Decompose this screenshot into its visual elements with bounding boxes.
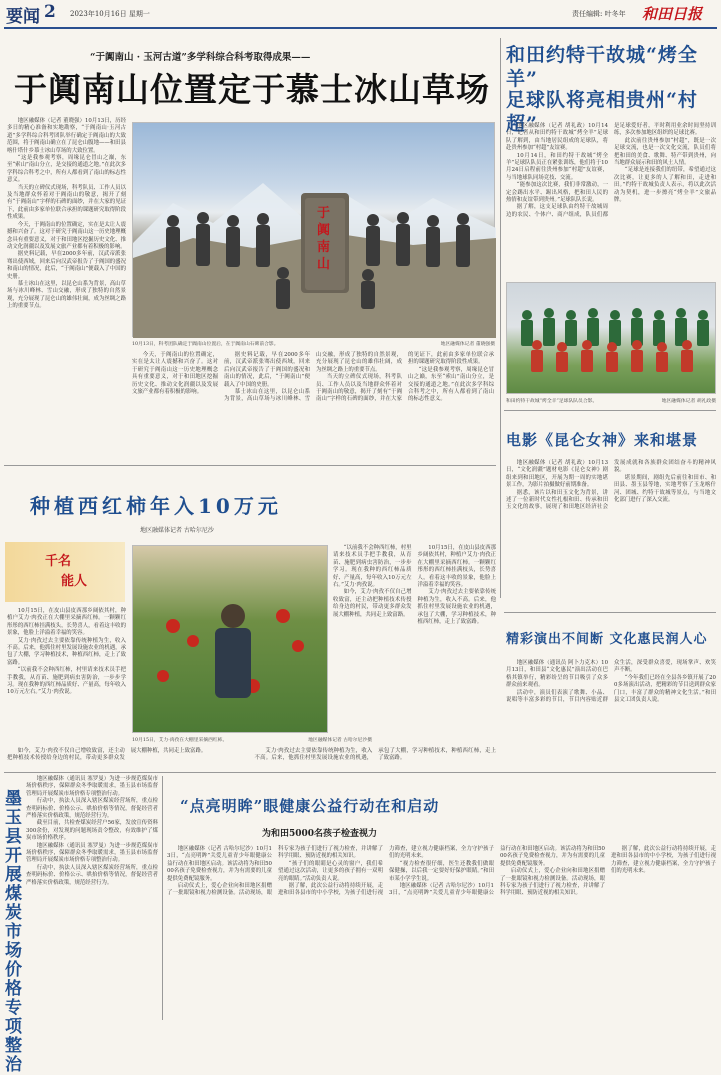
article5-paragraph: 活动中，演员们表演了歌舞、小品、说唱等丰富多彩的节目，节目内容贴近群众生活，深受群众喜爱，现场掌声、欢笑声不断。 — [506, 660, 716, 704]
article1-paragraph: “这是我参观考察，周缘昆仑冒山之巅，东至“索山”南山分立，是交接的通道之地。”在此次多学科综合科考之中，所有人都看到了南山的标志性意义。 — [7, 155, 126, 184]
article1-paragraph: 地区融媒体（记者 董晓强）10月13日，历经多日的精心准备和实地勘察，“于阗南山·玉河古道”多学科综合科考团队举行确定于阗南山的大致范围，将于阗南山确立在了昆仑山腹地——和田县喀什塔什乡慕士冰山草场的大致位置。 — [7, 118, 126, 154]
article1-paragraph: 慕士冰山在这里，以昆仑山系为背景，高山草场与冰川峰林、雪山交融，形成了独特的自然景观，充分展现了昆仑山的雄伟壮阔，成为丝绸之路上的重要节点。 — [224, 352, 402, 403]
stone-inscription: 于阗南山 — [317, 206, 331, 272]
article6-paragraph: 行动中，执法人员深入辖区煤炭经营场所，重点检查明码标价、价格公示、哄抬价格等情况，督促经营者严格落实价格政策，规范经营行为。 — [26, 798, 158, 820]
article7-paragraph: 据了解，此次公益行动将持续开展，走进和田各县市的中小学校，为孩子们进行视力筛查，建立视力健康档案，全力守护孩子们的光明未来。 — [611, 846, 716, 875]
article2-photo-caption — [506, 397, 716, 405]
section-name: 要闻 — [6, 7, 40, 27]
article1-photo — [132, 122, 495, 337]
article2-paragraph: “足球是连接我们的纽带，希望通过这次比赛，让更多的人了解和田，走进和田。”约特干故城负责人表示，将以此次活动为契机，进一步擦亮“烤全羊”文旅品牌。 — [614, 167, 716, 204]
article5-paragraph: 地区融媒体（通讯员 阿卜力克木）10月13日，和田县“文化惠民”演出活动在巴格其镇举行，精彩纷呈的节目吸引了众多群众前来观看。 — [506, 660, 608, 689]
article7-paragraph: 地区融媒体（记者 古哈尔尼沙）10月13日，“点亮明眸”关爱儿童青少年眼健康公益行动在和田地区启动。该活动将为和田5000名孩子免费检查视力，并为有需要的儿童提供免费配镜服务。 — [167, 846, 272, 882]
article5-title: 精彩演出不间断 文化惠民润人心 — [506, 632, 708, 647]
divider — [162, 776, 163, 1020]
article2-paragraph: “能参加这次比赛，我们非常激动，一定会踢出水平、踢出风格，把和田人民的热情和友谊带到贵州。”足球队队长说。 — [506, 182, 608, 204]
article1-lead — [7, 118, 126, 458]
article3-body-left — [7, 608, 126, 738]
article3-paragraph: 艾力·肉孜过去主要依靠传统种植为生，收入不高。后来，他抓住村里发展设施农业的机遇，承包了大棚，学习种植技术，种植西红柿，走上了致富路。 — [254, 748, 496, 762]
article2-paragraph: 据了解，这支足球队由约特干故城周边的农民、个体户、商户组成，队员们都是足球爱好者，平时利用业余时间坚持训练，多次参加地区组织的足球比赛。 — [506, 123, 716, 218]
article7-paragraph: “视力检查很仔细，医生还教我们做眼保健操，以后我一定要好好保护眼睛。”和田市某小学学生说。 — [389, 860, 494, 882]
article1-paragraph: 今天，于阗南山的位置确定，实在是太让人震撼和兴奋了。这对于研究于阗南山这一历史地理概念具有重要意义，对于和田地区挖掘历史文化、推动文化润疆以及发展文旅产业都有着积极的影响。 — [132, 352, 218, 396]
article6-paragraph: 截至目前，共检查煤炭经营户56家，发放宣传资料300余份，对发现的问题现场责令整改，有效维护了煤炭市场价格秩序。 — [26, 820, 158, 842]
football-team-graphic — [507, 283, 717, 395]
article4-paragraph: 堪景期间，剧组先后前往和田市、和田县、墨玉县等地，实地考察了玉龙喀什河、团城、约特干故城等景点，与当地文化部门进行了深入交流。 — [614, 474, 716, 504]
article2-photo — [506, 282, 716, 394]
paper-logo: 和田日报 — [642, 5, 703, 23]
article3-body-right — [333, 545, 496, 745]
article2-title-line2: 足球队将亮相贵州“村超” — [506, 89, 698, 135]
article4-paragraph: 据悉，该片以和田玉文化为背景，讲述了一位新时代女性扎根和田、传承和田玉文化的故事，展现了和田地区经济社会发展成就和各族群众团结奋斗的精神风貌。 — [506, 460, 716, 511]
article1-title: 于阗南山位置定于慕士冰山草场 — [14, 70, 490, 109]
divider — [500, 38, 501, 598]
article7-subtitle: 为和田5000名孩子检查视力 — [262, 829, 378, 839]
article1-paragraph: 慕士冰山在这里，以昆仑山系为背景，高山草场与冰川峰林、雪山交融，形成了独特的自然景观，充分展现了昆仑山的雄伟壮阔，成为丝绸之路上的重要节点。 — [7, 280, 126, 310]
caption-text: 10月15日，艾力·肉孜在大棚里采摘西红柿。 — [132, 738, 228, 743]
badge-line1: 千名 — [45, 554, 72, 569]
article1-paragraph: 当天的立碑仪式现场，科考队员、工作人员以及当地群众怀着对于阗南山的敬意，揭开了刻有“于阗南山”字样的石碑的面纱，并在大家的见证下，此前由多家单位联合承担的课题研究取得阶段性成果。 — [7, 184, 126, 221]
divider — [504, 612, 716, 613]
article7-paragraph: “孩子们的眼睛是心灵的窗户，我们希望通过这次活动，让更多的孩子拥有一双明亮的眼睛。”活动负责人说。 — [278, 860, 383, 882]
article7-body — [167, 846, 716, 1020]
article1-paragraph: 当天的立碑仪式现场，科考队员、工作人员以及当地群众怀着对于阗南山的敬意，揭开了刻有“于阗南山”字样的石碑的面纱，并在大家的见证下，此前由多家单位联合承担的课题研究取得阶段性成果。 — [316, 352, 494, 403]
article3-body-bottom — [7, 748, 496, 768]
divider — [4, 772, 716, 773]
article1-paragraph: 今天，于阗南山的位置确定，实在是太让人震撼和兴奋了。这对于研究于阗南山这一历史地理概念具有重要意义，对于和田地区挖掘历史文化、推动文化润疆以及发展文旅产业都有着积极的影响。 — [7, 221, 126, 250]
article3-paragraph: 10月15日，在皮山县皮西那乡阔依其村，种植户艾力·肉孜正在大棚里采摘西红柿。一颗颗红彤彤的西红柿挂满枝头，长势喜人，看着这丰收的景象，他脸上洋溢着幸福的笑容。 — [7, 608, 126, 637]
article6-paragraph: 地区融媒体（通讯员 塞罗曼）为进一步规范煤炭市场价格秩序，保障群众冬季取暖需求，墨玉县市场监督管理局开展煤炭市场价格专项整治行动。 — [26, 776, 158, 797]
article1-paragraph: “这是我参观考察，周缘昆仑冒山之巅，东至“索山”南山分立，是交接的通道之地。”在此次多学科综合科考之中，所有人都看到了南山的标志性意义。 — [408, 366, 494, 403]
article3-paragraph: 艾力·肉孜过去主要依靠传统种植为生，收入不高。后来，他抓住村里发展设施农业的机遇，承包了大棚，学习种植技术，种植西红柿，走上了致富路。 — [417, 589, 496, 626]
divider — [4, 465, 496, 466]
editor-credit: 责任编辑: 叶冬年 — [572, 10, 626, 18]
article6-paragraph: 地区融媒体（通讯员 塞罗曼）为进一步规范煤炭市场价格秩序，保障群众冬季取暖需求，墨玉县市场监督管理局开展煤炭市场价格专项整治行动。 — [26, 842, 158, 864]
article3-paragraph: 如今，艾力·肉孜不仅自己增收致富，还主动把种植技术传授给身边的村民，带动更多群众发展大棚种植，共同走上致富路。 — [7, 748, 207, 762]
caption-text: 10月13日，科考团队确定于阗南山位置后，在于阗南山石碑前合影。 — [132, 342, 279, 347]
issue-date: 2023年10月16日 星期一 — [70, 10, 150, 18]
article7-paragraph: 启动仪式上，爱心企业向和田地区捐赠了一批眼镜和视力检测设备。活动现场，眼科专家为孩子们进行了视力检查，并讲解了科学用眼、预防近视的相关知识。 — [500, 868, 605, 897]
article4-title: 电影《昆仑女神》来和堪景 — [506, 431, 699, 449]
caption-credit: 地区融媒体记者 古哈尔尼沙摄 — [308, 738, 372, 743]
article2-paragraph: 10月14日，和田约特干故城“烤全羊”足球队队员正在紧张训练，他们将于10月24日启程前往贵州参加“村超”友谊赛，与当地球队同场竞技、交流。 — [506, 152, 608, 181]
article5-body — [506, 660, 716, 768]
article3-paragraph: 10月15日，在皮山县皮西那乡阔依其村，种植户艾力·肉孜正在大棚里采摘西红柿。一颗颗红彤彤的西红柿挂满枝头，长势喜人，看着这丰收的景象，他脸上洋溢着幸福的笑容。 — [417, 545, 496, 589]
article7-paragraph: 启动仪式上，爱心企业向和田地区捐赠了一批眼镜和视力检测设备。活动现场，眼科专家为孩子们进行了视力检查，并讲解了科学用眼、预防近视的相关知识。 — [167, 846, 383, 897]
article1-paragraph: 据史料记载，早在2000多年前，汉武帝派张骞出使西域，回来后向汉武帝报告了于阗国的盛况和南山的情况，此后，“于阗南山”便载入了中国的史册。 — [7, 251, 126, 280]
tomato-greenhouse-graphic — [133, 546, 329, 734]
article3-byline: 地区融媒体记者 古哈尔尼沙 — [140, 527, 214, 534]
article2-paragraph: 此次前往贵州参加“村超”，既是一次足球交流，也是一次文化交流，队员们将把和田的美食、歌舞、特产带到贵州，向当地群众展示和田的风土人情。 — [614, 137, 716, 167]
article3-paragraph: 如今，艾力·肉孜不仅自己增收致富，还主动把种植技术传授给身边的村民，带动更多群众发展大棚种植，共同走上致富路。 — [333, 589, 412, 618]
article7-title: “点亮明眸”眼健康公益行动在和启动 — [180, 797, 440, 815]
badge-line2: 能人 — [61, 574, 88, 589]
caption-credit: 地区融媒体记者 董晓强摄 — [440, 342, 495, 347]
mountain-range-graphic — [133, 123, 496, 338]
caption-credit: 地区融媒体记者 胡礼政摄 — [661, 399, 716, 404]
article3-paragraph: “以前我不会种西红柿，村里请来技术员手把手教我，从育苗、施肥到病虫害防治，一步步学习。现在我种的西红柿品质好、产量高，每年收入10万元左右。”艾力·肉孜说。 — [333, 545, 412, 589]
article1-body-cols — [132, 352, 494, 460]
article1-photo-caption — [132, 340, 495, 348]
article3-photo — [132, 545, 328, 733]
article1-paragraph: 据史料记载，早在2000多年前，汉武帝派张骞出使西域，回来后向汉武帝报告了于阗国的盛况和南山的情况，此后，“于阗南山”便载入了中国的史册。 — [224, 352, 310, 388]
article3-paragraph: “以前我不会种西红柿，村里请来技术员手把手教我，从育苗、施肥到病虫害防治，一步步学习。现在我种的西红柿品质好、产量高，每年收入10万元左右。”艾力·肉孜说。 — [7, 667, 126, 696]
masthead — [0, 0, 721, 30]
article5-paragraph: “今年我们已经在全县各乡镇开展了200多场演出活动，把精彩的节目送到群众家门口，丰富了群众的精神文化生活。”和田县文工团负责人说。 — [614, 674, 716, 704]
article7-paragraph: 据了解，此次公益行动将持续开展，走进和田各县市的中小学校，为孩子们进行视力筛查，建立视力健康档案，全力守护孩子们的光明未来。 — [278, 846, 494, 897]
masthead-rule — [4, 27, 717, 29]
caption-text: 和田约特干故城“烤全羊”足球队队员合影。 — [506, 399, 598, 404]
article6-paragraph: 行动中，执法人员深入辖区煤炭经营场所，重点检查明码标价、价格公示、哄抬价格等情况，督促经营者严格落实价格政策，规范经营行为。 — [26, 864, 158, 886]
divider — [504, 410, 716, 411]
article3-badge — [5, 542, 125, 602]
page-number: 2 — [44, 2, 56, 22]
article1-kicker: “于阗南山 · 玉河古道”多学科综合科考取得成果—— — [90, 52, 311, 63]
article3-title: 种植西红柿年入10万元 — [30, 494, 282, 518]
article3-paragraph: 艾力·肉孜过去主要依靠传统种植为生，收入不高。后来，他抓住村里发展设施农业的机遇，承包了大棚，学习种植技术，种植西红柿，走上了致富路。 — [7, 637, 126, 666]
article6-title: 墨玉县开展煤炭市场价格专项整治 — [5, 789, 23, 1075]
article4-paragraph: 地区融媒体（记者 胡礼政）10月13日，“文化润疆”题材电影《昆仑女神》剧组来到和田地区，开展为期一周的实地堪景工作，为影片拍摄做好前期准备。 — [506, 460, 608, 489]
article6-body — [26, 776, 158, 1020]
article4-body — [506, 460, 716, 608]
article2-paragraph: 地区融媒体（记者 胡礼政）10月14日，记者从和田约特干故城“烤全羊”足球队了解到，由当地居民组成的足球队，将赴贵州参加“村超”友谊赛。 — [506, 123, 608, 152]
article7-paragraph: 地区融媒体（记者 古哈尔尼沙）10月13日，“点亮明眸”关爱儿童青少年眼健康公益行动在和田地区启动。该活动将为和田5000名孩子免费检查视力，并为有需要的儿童提供免费配镜服务。 — [389, 846, 605, 897]
article2-title-line1: 和田约特干故城“烤全羊” — [506, 44, 698, 90]
